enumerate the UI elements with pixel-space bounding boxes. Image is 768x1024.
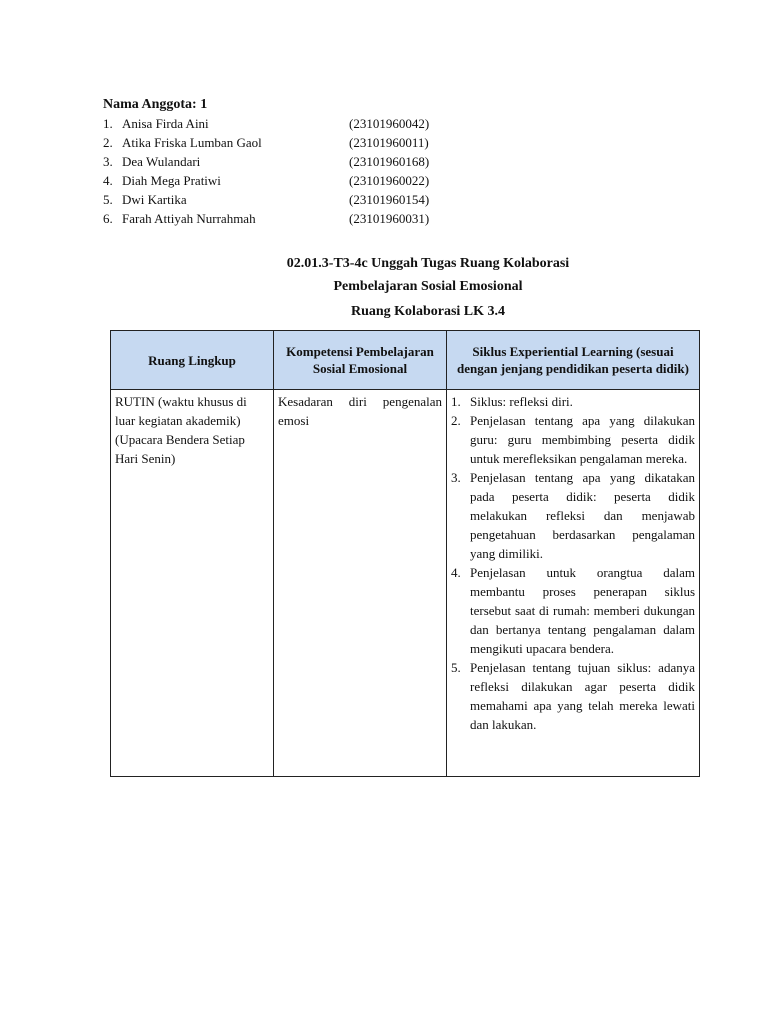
table-header-row	[111, 331, 700, 390]
header-learning-cycle: Siklus Experiential Learning (sesuai dengan jenjang pendidikan peserta didik)	[447, 331, 700, 390]
member-name: Dwi Kartika	[122, 192, 187, 207]
list-item	[451, 563, 695, 658]
member-item	[103, 133, 483, 152]
step-number: 4.	[451, 565, 461, 580]
header-competency: Kompetensi Pembelajaran Sosial Emosional	[274, 331, 447, 390]
step-text: Penjelasan tentang apa yang dilakukan guru: guru membimbing peserta didik untuk merefleksikan pengalaman mereka.	[470, 413, 695, 466]
cycle-steps-list	[451, 392, 695, 734]
step-number: 1.	[451, 394, 461, 409]
document-subtitle: Pembelajaran Sosial Emosional	[333, 279, 523, 294]
list-item	[451, 411, 695, 468]
member-id: (23101960022)	[349, 173, 430, 188]
member-name: Anisa Firda Aini	[122, 116, 209, 131]
worksheet-table	[110, 330, 700, 777]
step-text: Penjelasan tentang apa yang dikatakan pada peserta didik: peserta didik melakukan refleksi dan menjawab pengetahuan berdasarkan pengalaman yang dimiliki.	[470, 470, 695, 561]
member-id: (23101960011)	[349, 135, 429, 150]
member-number: 3.	[103, 154, 113, 169]
member-id: (23101960031)	[349, 211, 430, 226]
step-number: 3.	[451, 470, 461, 485]
member-number: 6.	[103, 211, 113, 226]
member-name: Diah Mega Pratiwi	[122, 173, 221, 188]
member-name: Dea Wulandari	[122, 154, 201, 169]
member-number: 2.	[103, 135, 113, 150]
cell-learning-cycle	[447, 390, 700, 777]
member-number: 4.	[103, 173, 113, 188]
document-title: 02.01.3-T3-4c Unggah Tugas Ruang Kolaborasi	[286, 256, 570, 271]
member-item	[103, 190, 483, 209]
member-name: Farah Attiyah Nurrahmah	[122, 211, 256, 226]
cell-competency: Kesadaran diri pengenalan emosi	[274, 390, 447, 777]
member-list	[103, 114, 483, 228]
worksheet-title: Ruang Kolaborasi LK 3.4	[350, 304, 506, 319]
member-item	[103, 152, 483, 171]
step-text: Penjelasan untuk orangtua dalam membantu proses penerapan siklus tersebut saat di rumah: memberi dukungan dan bertanya tentang pengalaman dalam mengikuti upacara bendera.	[470, 565, 695, 656]
table-row	[111, 390, 700, 777]
list-item	[451, 658, 695, 734]
member-name: Atika Friska Lumban Gaol	[122, 135, 262, 150]
step-number: 5.	[451, 660, 461, 675]
step-text: Siklus: refleksi diri.	[470, 394, 573, 409]
header-scope: Ruang Lingkup	[111, 331, 274, 390]
cell-scope: RUTIN (waktu khusus di luar kegiatan akademik) (Upacara Bendera Setiap Hari Senin)	[111, 390, 274, 777]
member-item	[103, 171, 483, 190]
step-number: 2.	[451, 413, 461, 428]
member-id: (23101960042)	[349, 116, 430, 131]
member-number: 5.	[103, 192, 113, 207]
list-item	[451, 392, 695, 411]
list-item	[451, 468, 695, 563]
step-text: Penjelasan tentang tujuan siklus: adanya refleksi dilakukan agar peserta didik memahami apa yang telah mereka lewati dan lakukan.	[470, 660, 695, 732]
member-item	[103, 114, 483, 133]
members-title: Nama Anggota: 1	[103, 97, 208, 112]
member-id: (23101960154)	[349, 192, 430, 207]
member-item	[103, 209, 483, 228]
member-id: (23101960168)	[349, 154, 430, 169]
member-number: 1.	[103, 116, 113, 131]
